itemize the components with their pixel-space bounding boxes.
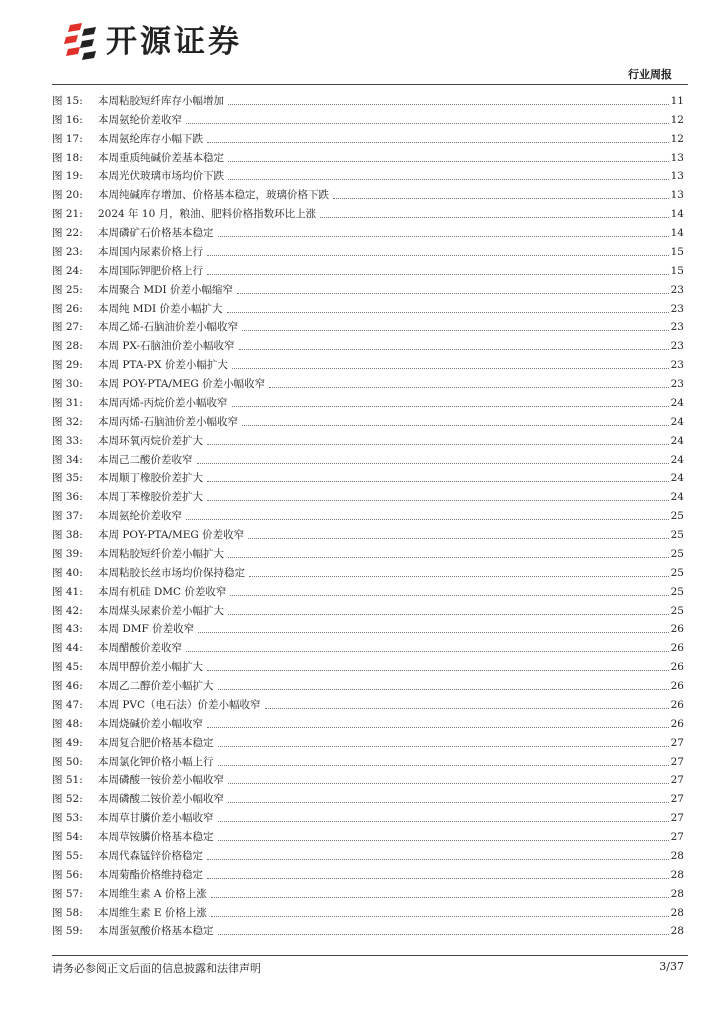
brand-logo bbox=[64, 20, 242, 64]
figure-number: 图 58: bbox=[52, 906, 83, 919]
figure-page-number[interactable]: 13 bbox=[670, 170, 684, 183]
figure-title[interactable]: 本周丁苯橡胶价差扩大 bbox=[98, 491, 203, 504]
dot-leader bbox=[228, 802, 669, 803]
toc-entry[interactable] bbox=[52, 901, 684, 920]
figure-title[interactable]: 本周磷酸一铵价差小幅收窄 bbox=[98, 774, 224, 787]
figure-page-number[interactable]: 13 bbox=[670, 189, 684, 202]
dot-leader bbox=[218, 689, 669, 690]
figure-number: 图 20: bbox=[52, 189, 83, 202]
figure-number: 图 23: bbox=[52, 245, 83, 258]
dot-leader bbox=[230, 595, 668, 596]
brand-name: 开源证券 bbox=[106, 24, 242, 60]
figure-page-number[interactable]: 24 bbox=[670, 396, 684, 409]
figure-page-number[interactable]: 12 bbox=[670, 113, 684, 126]
toc-entry[interactable] bbox=[52, 504, 684, 523]
dot-leader bbox=[218, 746, 669, 747]
figure-number: 图 16: bbox=[52, 113, 83, 126]
figure-number: 图 56: bbox=[52, 868, 83, 881]
figure-title[interactable]: 本周菊酯价格维持稳定 bbox=[98, 868, 203, 881]
figure-number: 图 49: bbox=[52, 736, 83, 749]
toc-entry[interactable] bbox=[52, 240, 684, 259]
figure-title[interactable]: 本周光伏玻璃市场均价下跌 bbox=[98, 170, 224, 183]
figure-title[interactable]: 本周维生素 A 价格上涨 bbox=[98, 887, 207, 900]
figure-title[interactable]: 本周丙烯-石脑油价差小幅收窄 bbox=[98, 415, 239, 428]
figure-number: 图 42: bbox=[52, 604, 83, 617]
figure-number: 图 32: bbox=[52, 415, 83, 428]
figure-title[interactable]: 本周乙二醇价差小幅扩大 bbox=[98, 680, 214, 692]
figure-number: 图 41: bbox=[52, 585, 83, 598]
figure-page-number[interactable]: 24 bbox=[670, 453, 684, 466]
dot-leader bbox=[269, 387, 669, 388]
figure-page-number[interactable]: 25 bbox=[670, 547, 684, 560]
toc-entry[interactable] bbox=[52, 221, 684, 240]
toc-entry[interactable] bbox=[52, 825, 684, 844]
toc-entry[interactable] bbox=[52, 467, 684, 486]
figure-title[interactable]: 本周维生素 E 价格上涨 bbox=[98, 906, 207, 919]
figure-title[interactable]: 本周环氧丙烷价差扩大 bbox=[98, 434, 203, 447]
figure-number: 图 57: bbox=[52, 887, 83, 900]
dot-leader bbox=[248, 538, 669, 539]
figure-title[interactable]: 本周纯 MDI 价差小幅扩大 bbox=[98, 302, 223, 315]
dot-leader bbox=[211, 916, 669, 917]
figure-title[interactable]: 本周草甘膦价差小幅收窄 bbox=[98, 812, 214, 825]
figure-page-number[interactable]: 26 bbox=[670, 623, 684, 636]
figure-number: 图 26: bbox=[52, 302, 83, 315]
dot-leader bbox=[218, 840, 669, 841]
figure-page-number[interactable]: 15 bbox=[670, 245, 684, 258]
toc-entry[interactable] bbox=[52, 202, 684, 221]
dot-leader bbox=[197, 463, 669, 464]
figure-title[interactable]: 本周 DMF 价差收窄 bbox=[98, 623, 195, 636]
figure-number: 图 46: bbox=[52, 680, 83, 692]
page-header bbox=[0, 0, 724, 90]
figure-page-number[interactable]: 23 bbox=[670, 359, 684, 372]
figure-number: 图 53: bbox=[52, 812, 83, 825]
figure-title[interactable]: 本周聚合 MDI 价差小幅缩窄 bbox=[98, 283, 233, 296]
figure-number: 图 15: bbox=[52, 94, 83, 107]
figure-title[interactable]: 本周 POY-PTA/MEG 价差收窄 bbox=[98, 529, 245, 541]
toc-entry[interactable] bbox=[52, 693, 684, 712]
toc-entry[interactable] bbox=[52, 391, 684, 410]
figure-page-number[interactable]: 23 bbox=[670, 302, 684, 315]
figure-number: 图 18: bbox=[52, 151, 83, 164]
figure-title[interactable]: 本周 PTA-PX 价差小幅扩大 bbox=[98, 359, 228, 372]
figure-page-number[interactable]: 26 bbox=[670, 680, 684, 692]
dot-leader bbox=[207, 274, 669, 275]
dot-leader bbox=[186, 651, 669, 652]
figure-number: 图 34: bbox=[52, 453, 83, 466]
figure-page-number[interactable]: 26 bbox=[670, 661, 684, 674]
dot-leader bbox=[198, 632, 668, 633]
figure-title[interactable]: 本周磷矿石价格基本稳定 bbox=[98, 227, 214, 239]
page-number: 3/37 bbox=[659, 960, 684, 973]
figure-page-number[interactable]: 23 bbox=[670, 321, 684, 334]
figure-title[interactable]: 本周重质纯碱价差基本稳定 bbox=[98, 151, 224, 164]
figure-title[interactable]: 本周国内尿素价格上行 bbox=[98, 245, 203, 258]
kaiyuan-securities-logo-icon bbox=[64, 21, 98, 63]
toc-entry[interactable] bbox=[52, 806, 684, 825]
toc-entry[interactable] bbox=[52, 769, 684, 788]
dot-leader bbox=[218, 236, 669, 237]
toc-entry[interactable] bbox=[52, 372, 684, 391]
figure-title[interactable]: 本周粘胶短纤库存小幅增加 bbox=[98, 94, 224, 107]
figure-page-number[interactable]: 23 bbox=[670, 378, 684, 390]
dot-leader bbox=[207, 142, 669, 143]
figure-title[interactable]: 本周有机硅 DMC 价差收窄 bbox=[98, 585, 227, 598]
dot-leader bbox=[228, 179, 669, 180]
figure-page-number[interactable]: 28 bbox=[670, 849, 684, 862]
figure-page-number[interactable]: 27 bbox=[670, 774, 684, 787]
dot-leader bbox=[218, 765, 669, 766]
figure-title[interactable]: 2024 年 10 月，粮油、肥料价格指数环比上涨 bbox=[98, 208, 317, 221]
toc-entry[interactable] bbox=[52, 580, 684, 599]
figure-title[interactable]: 本周氨纶价差收窄 bbox=[98, 113, 182, 126]
figure-title[interactable]: 本周 PX-石脑油价差小幅收窄 bbox=[98, 340, 235, 353]
figure-page-number[interactable]: 27 bbox=[670, 812, 684, 825]
dot-leader bbox=[207, 444, 669, 445]
toc-entry[interactable] bbox=[52, 89, 684, 108]
toc-entry[interactable] bbox=[52, 259, 684, 278]
figure-title[interactable]: 本周代森锰锌价格稳定 bbox=[98, 849, 203, 862]
figure-number: 图 55: bbox=[52, 849, 83, 862]
figure-number: 图 19: bbox=[52, 170, 83, 183]
figure-number: 图 40: bbox=[52, 566, 83, 579]
toc-entry[interactable] bbox=[52, 920, 684, 939]
figure-page-number[interactable]: 27 bbox=[670, 755, 684, 768]
figure-number: 图 39: bbox=[52, 547, 83, 560]
figure-number: 图 43: bbox=[52, 623, 83, 636]
figure-page-number[interactable]: 28 bbox=[670, 925, 684, 938]
dot-leader bbox=[228, 161, 669, 162]
figure-number: 图 29: bbox=[52, 359, 83, 372]
dot-leader bbox=[239, 349, 669, 350]
figure-number: 图 30: bbox=[52, 378, 83, 390]
dot-leader bbox=[186, 123, 669, 124]
figure-title[interactable]: 本周氨纶库存小幅下跌 bbox=[98, 132, 203, 145]
figure-page-number[interactable]: 14 bbox=[670, 227, 684, 239]
figure-number: 图 45: bbox=[52, 661, 83, 674]
toc-entry[interactable] bbox=[52, 448, 684, 467]
figure-number: 图 25: bbox=[52, 283, 83, 296]
figure-page-number[interactable]: 26 bbox=[670, 698, 684, 711]
figure-list bbox=[52, 89, 684, 938]
figure-page-number[interactable]: 24 bbox=[670, 415, 684, 428]
figure-page-number[interactable]: 24 bbox=[670, 491, 684, 504]
figure-page-number[interactable]: 23 bbox=[670, 340, 684, 353]
toc-entry[interactable] bbox=[52, 674, 684, 693]
toc-entry[interactable] bbox=[52, 410, 684, 429]
figure-number: 图 48: bbox=[52, 717, 83, 730]
figure-page-number[interactable]: 11 bbox=[670, 94, 684, 107]
dot-leader bbox=[232, 368, 669, 369]
dot-leader bbox=[218, 821, 669, 822]
toc-entry[interactable] bbox=[52, 316, 684, 335]
header-divider bbox=[52, 84, 688, 85]
figure-page-number[interactable]: 28 bbox=[670, 868, 684, 881]
figure-number: 图 24: bbox=[52, 264, 83, 277]
dot-leader bbox=[232, 406, 669, 407]
figure-page-number[interactable]: 24 bbox=[670, 434, 684, 447]
figure-page-number[interactable]: 13 bbox=[670, 151, 684, 164]
figure-title[interactable]: 本周氯化钾价格小幅上行 bbox=[98, 755, 214, 768]
figure-title[interactable]: 本周国际钾肥价格上行 bbox=[98, 264, 203, 277]
figure-title[interactable]: 本周氨纶价差收窄 bbox=[98, 510, 182, 523]
dot-leader bbox=[186, 519, 669, 520]
figure-title[interactable]: 本周纯碱库存增加、价格基本稳定，玻璃价格下跌 bbox=[98, 189, 329, 202]
figure-number: 图 52: bbox=[52, 793, 83, 806]
figure-number: 图 50: bbox=[52, 755, 83, 768]
toc-entry[interactable] bbox=[52, 731, 684, 750]
toc-entry[interactable] bbox=[52, 750, 684, 769]
figure-title[interactable]: 本周粘胶短纤价差小幅扩大 bbox=[98, 547, 224, 560]
figure-page-number[interactable]: 25 bbox=[670, 585, 684, 598]
figure-number: 图 28: bbox=[52, 340, 83, 353]
dot-leader bbox=[207, 878, 669, 879]
figure-number: 图 35: bbox=[52, 472, 83, 485]
dot-leader bbox=[228, 104, 669, 105]
dot-leader bbox=[207, 727, 669, 728]
toc-entry[interactable] bbox=[52, 599, 684, 618]
toc-entry[interactable] bbox=[52, 146, 684, 165]
figure-page-number[interactable]: 25 bbox=[670, 604, 684, 617]
dot-leader bbox=[228, 557, 669, 558]
figure-page-number[interactable]: 27 bbox=[670, 793, 684, 806]
figure-number: 图 33: bbox=[52, 434, 83, 447]
figure-title[interactable]: 本周醋酸价差收窄 bbox=[98, 642, 182, 655]
figure-number: 图 36: bbox=[52, 491, 83, 504]
dot-leader bbox=[207, 500, 669, 501]
dot-leader bbox=[207, 859, 669, 860]
figure-page-number[interactable]: 27 bbox=[670, 736, 684, 749]
toc-entry[interactable] bbox=[52, 278, 684, 297]
dot-leader bbox=[242, 330, 669, 331]
figure-title[interactable]: 本周烧碱价差小幅收窄 bbox=[98, 717, 203, 730]
figure-page-number[interactable]: 27 bbox=[670, 831, 684, 843]
toc-entry[interactable] bbox=[52, 485, 684, 504]
dot-leader bbox=[211, 897, 669, 898]
figure-number: 图 37: bbox=[52, 510, 83, 523]
figure-page-number[interactable]: 28 bbox=[670, 887, 684, 900]
toc-entry[interactable] bbox=[52, 429, 684, 448]
dot-leader bbox=[207, 255, 669, 256]
figure-page-number[interactable]: 25 bbox=[670, 510, 684, 523]
figure-number: 图 31: bbox=[52, 396, 83, 409]
figure-title[interactable]: 本周 PVC（电石法）价差小幅收窄 bbox=[98, 698, 261, 711]
dot-leader bbox=[227, 312, 669, 313]
figure-title[interactable]: 本周复合肥价格基本稳定 bbox=[98, 736, 214, 749]
toc-entry[interactable] bbox=[52, 636, 684, 655]
figure-number: 图 27: bbox=[52, 321, 83, 334]
toc-entry[interactable] bbox=[52, 618, 684, 637]
figure-title[interactable]: 本周顺丁橡胶价差扩大 bbox=[98, 472, 203, 485]
toc-entry[interactable] bbox=[52, 127, 684, 146]
figure-page-number[interactable]: 25 bbox=[670, 529, 684, 541]
figure-title[interactable]: 本周甲醇价差小幅扩大 bbox=[98, 661, 203, 674]
dot-leader bbox=[207, 670, 669, 671]
figure-page-number[interactable]: 23 bbox=[670, 283, 684, 296]
figure-page-number[interactable]: 12 bbox=[670, 132, 684, 145]
toc-entry[interactable] bbox=[52, 297, 684, 316]
figure-page-number[interactable]: 25 bbox=[670, 566, 684, 579]
toc-entry[interactable] bbox=[52, 863, 684, 882]
figure-number: 图 54: bbox=[52, 831, 83, 843]
toc-entry[interactable] bbox=[52, 165, 684, 184]
dot-leader bbox=[249, 576, 669, 577]
dot-leader bbox=[218, 934, 669, 935]
footer-divider bbox=[52, 955, 688, 956]
figure-title[interactable]: 本周煤头尿素价差小幅扩大 bbox=[98, 604, 224, 617]
figure-title[interactable]: 本周己二酸价差收窄 bbox=[98, 453, 193, 466]
toc-entry[interactable] bbox=[52, 561, 684, 580]
figure-number: 图 44: bbox=[52, 642, 83, 655]
figure-number: 图 22: bbox=[52, 227, 83, 239]
figure-title[interactable]: 本周草铵膦价格基本稳定 bbox=[98, 831, 214, 843]
figure-title[interactable]: 本周粘胶长丝市场均价保持稳定 bbox=[98, 566, 245, 579]
figure-title[interactable]: 本周蛋氨酸价格基本稳定 bbox=[98, 925, 214, 938]
toc-entry[interactable] bbox=[52, 353, 684, 372]
dot-leader bbox=[333, 198, 669, 199]
dot-leader bbox=[207, 481, 669, 482]
figure-page-number[interactable]: 26 bbox=[670, 717, 684, 730]
report-type-label: 行业周报 bbox=[628, 68, 672, 81]
dot-leader bbox=[228, 783, 669, 784]
figure-page-number[interactable]: 24 bbox=[670, 472, 684, 485]
dot-leader bbox=[320, 217, 669, 218]
toc-entry[interactable] bbox=[52, 523, 684, 542]
toc-entry[interactable] bbox=[52, 844, 684, 863]
figure-page-number[interactable]: 28 bbox=[670, 906, 684, 919]
dot-leader bbox=[265, 708, 669, 709]
figure-title[interactable]: 本周 POY-PTA/MEG 价差小幅收窄 bbox=[98, 378, 266, 390]
toc-entry[interactable] bbox=[52, 787, 684, 806]
toc-entry[interactable] bbox=[52, 655, 684, 674]
figure-number: 图 47: bbox=[52, 698, 83, 711]
figure-page-number[interactable]: 26 bbox=[670, 642, 684, 655]
toc-entry[interactable] bbox=[52, 108, 684, 127]
figure-title[interactable]: 本周乙烯-石脑油价差小幅收窄 bbox=[98, 321, 239, 334]
footer-disclaimer: 请务必参阅正文后面的信息披露和法律声明 bbox=[52, 962, 261, 975]
toc-entry[interactable] bbox=[52, 183, 684, 202]
figure-title[interactable]: 本周磷酸二铵价差小幅收窄 bbox=[98, 793, 224, 806]
figure-number: 图 21: bbox=[52, 208, 83, 221]
figure-number: 图 59: bbox=[52, 925, 83, 938]
toc-entry[interactable] bbox=[52, 882, 684, 901]
dot-leader bbox=[237, 293, 669, 294]
figure-page-number[interactable]: 15 bbox=[670, 264, 684, 277]
figure-page-number[interactable]: 14 bbox=[670, 208, 684, 221]
figure-title[interactable]: 本周丙烯-丙烷价差小幅收窄 bbox=[98, 396, 228, 409]
toc-entry[interactable] bbox=[52, 712, 684, 731]
figure-number: 图 38: bbox=[52, 529, 83, 541]
dot-leader bbox=[242, 425, 669, 426]
figure-number: 图 17: bbox=[52, 132, 83, 145]
dot-leader bbox=[228, 614, 669, 615]
figure-number: 图 51: bbox=[52, 774, 83, 787]
toc-entry[interactable] bbox=[52, 334, 684, 353]
toc-entry[interactable] bbox=[52, 542, 684, 561]
